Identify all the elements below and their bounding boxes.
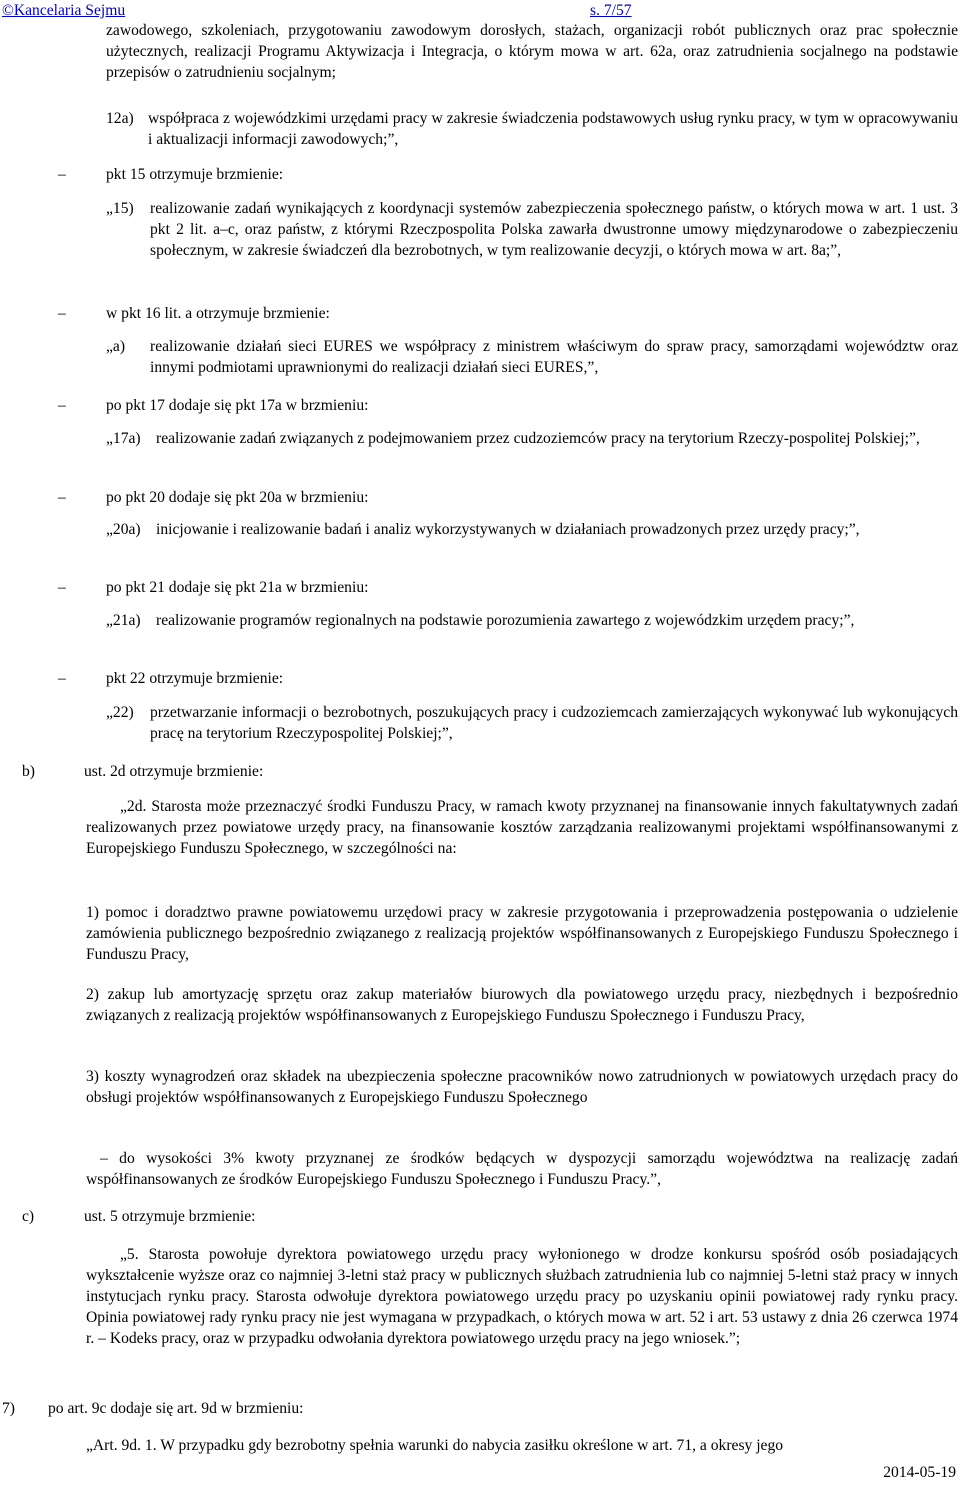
paragraph-5	[86, 1244, 958, 1349]
point-20a-label: „20a)	[106, 521, 141, 538]
article-9d	[86, 1435, 958, 1456]
dash-item-1-text: pkt 15 otrzymuje brzmienie:	[106, 166, 284, 183]
header-copyright[interactable]: ©Kancelaria Sejmu	[2, 2, 126, 19]
point-15-text: realizowanie zadań wynikających z koordynacji systemów zabezpieczenia społecznego państw, o których mowa w art. 1 ust. 3 pkt 2 lit. a–c, oraz państw, z którymi Rzeczpospolita Polska zawarła dwustronne umowy międzynarodowe o zabezpieczeniu społecznym, w zakresie świadczeń dla bezrobotnych, w tym realizowanie decyzji, o których mowa w art. 8a;”,	[150, 200, 958, 259]
dash-item-3-text: po pkt 17 dodaje się pkt 17a w brzmieniu:	[106, 397, 369, 414]
point-22-label: „22)	[106, 704, 134, 721]
point-12a-text: współpraca z wojewódzkimi urzędami pracy w zakresie świadczenia podstawowych usług rynku pracy, w tym w opracowywaniu i aktualizacji informacji zawodowych;”,	[148, 110, 958, 148]
document-page: ©Kancelaria Sejmu s. 7/57 zawodowego, szkoleniach, przygotowaniu zawodowym dorosłych, stażach, organizacji robót publicznych oraz prac społecznie użytecznych, realizacji Programu Aktywizacja i Integracja, o którym mowa w art. 62a, oraz zatrudnienia socjalnego na podstawie przepisów o zatrudnieniu socjalnym; 12a) współpraca z wojewódzkimi urzędami pracy w zakresie świadczenia podstawowych usług rynku pracy, w tym w opracowywaniu i aktualizacji informacji zawodowych;”, – pkt 15 otrzymuje brzmienie: „15) realizowanie zadań wynikających z koordynacji systemów zabezpieczenia społecznego państw, o których mowa w art. 1 ust. 3 pkt 2 lit. a–c, oraz państw, z którymi Rzeczpospolita Polska zawarła dwustronne umowy międzynarodowe o zabezpieczeniu społecznym, w zakresie świadczeń dla bezrobotnych, w tym realizowanie decyzji, o których mowa w art. 8a;”, – w pkt 16 lit. a otrzymuje brzmienie: „a) realizowanie działań sieci EURES we współpracy z ministrem właściwym do spraw pracy, samorządami województw oraz innymi podmiotami uprawnionymi do realizacji działań sieci EURES,”, – po pkt 17 dodaje się pkt 17a w brzmieniu: „17a) realizowanie zadań związanych z podejmowaniem przez cudzoziemców pracy na terytorium Rzeczy-pospolitej Polskiej;”, – po pkt 20 dodaje się pkt 20a w brzmieniu: „20a) inicjowanie i realizowanie badań i analiz wykorzystywanych w działaniach prowadzonych przez urzędy pracy;”, – po pkt 21 dodaje się pkt 21a w brzmieniu: „21a) realizowanie programów regionalnych na podstawie porozumienia zawartego z wojewódzkim urzędem pracy;”, – pkt 22 otrzymuje brzmienie: „22) przetwarzanie informacji o bezrobotnych, poszukujących pracy i cudzoziemcach zamierzających wykonywać lub wykonujących pracę na terytorium Rzeczypospolitej Polskiej;”, b) ust. 2d otrzymuje brzmienie: „2d. Starosta może przeznaczyć środki Funduszu Pracy, w ramach kwoty przyznanej na finansowanie innych fakultatywnych zadań realizowanych przez powiatowe urzędy pracy, na finansowanie kosztów zarządzania realizowanymi projektami współfinansowanymi z Europejskiego Funduszu Społecznego, w szczególności na: 1) pomoc i doradztwo prawne powiatowemu urzędowi pracy w zakresie przygotowania i przeprowadzenia postępowania o udzielenie zamówienia publicznego bezpośrednio związanego z realizacją projektów współfinansowanych z Europejskiego Funduszu Społecznego i Funduszu Pracy, 2) zakup lub amortyzację sprzętu oraz zakup materiałów biurowych dla powiatowego urzędu pracy, niezbędnych i bezpośrednio związanych z realizacją projektów współfinansowanych z Europejskiego Funduszu Społecznego i Funduszu Pracy, 3) koszty wynagrodzeń oraz składek na ubezpieczenia społeczne pracowników nowo zatrudnionych w powiatowych urzędach pracy do obsługi projektów współfinansowanych z Europejskiego Funduszu Społecznego – do wysokości 3% kwoty przyznanej ze środków będących w dyspozycji samorządu województwa na realizację zadań współfinansowanych ze środków Europejskiego Funduszu Społecznego i Funduszu Pracy.”, c) ust. 5 otrzymuje brzmienie: „5. Starosta powołuje dyrektora powiatowego urzędu pracy wyłonionego w drodze konkursu spośród osób posiadających wykształcenie wyższe oraz co najmniej 3-letni staż pracy w publicznych służbach zatrudnienia lub co najmniej 5-letni staż pracy w innych instytucjach rynku pracy. Starosta odwołuje dyrektora powiatowego urzędu pracy po uzyskaniu opinii powiatowej rady rynku pracy. Opinia powiatowej rady rynku pracy nie jest wymagana w przypadkach, o których mowa w art. 52 i art. 53 ustawy z dnia 26 czerwca 1974 r. – Kodeks pracy, oraz w przypadku odwołania dyrektora powiatowego urzędu pracy na jego wniosek.”; 7) po art. 9c dodaje się art. 9d w brzmieniu: „Art. 9d. 1. W przypadku gdy bezrobotny spełnia warunki do nabycia zasiłku określone w art. 71, a okresy jego 2014-05-19	[2, 2, 958, 1481]
point-a	[106, 336, 958, 378]
article-9d-text: „Art. 9d. 1. W przypadku gdy bezrobotny spełnia warunki do nabycia zasiłku określone w art. 71, a okresy jego	[86, 1437, 784, 1454]
continued-paragraph: zawodowego, szkoleniach, przygotowaniu zawodowym dorosłych, stażach, organizacji robót publicznych oraz prac społecznie użytecznych, realizacji Programu Aktywizacja i Integracja, o którym mowa w art. 62a, oraz zatrudnienia socjalnego na podstawie przepisów o zatrudnieniu socjalnym;	[106, 22, 958, 81]
point-12a	[106, 108, 958, 150]
point-7-text: po art. 9c dodaje się art. 9d w brzmieniu:	[48, 1400, 304, 1417]
point-21a	[106, 610, 958, 631]
point-7-label: 7)	[2, 1400, 15, 1417]
paragraph-2d-text: „2d. Starosta może przeznaczyć środki Funduszu Pracy, w ramach kwoty przyznanej na finansowanie innych fakultatywnych zadań realizowanych przez powiatowe urzędy pracy, na finansowanie kosztów zarządzania realizowanymi projektami współfinansowanymi z Europejskiego Funduszu Społecznego, w szczególności na:	[86, 798, 958, 857]
point-20a-text: inicjowanie i realizowanie badań i analiz wykorzystywanych w działaniach prowadzonych przez urzędy pracy;”,	[156, 521, 860, 538]
paragraph-5-text: „5. Starosta powołuje dyrektora powiatowego urzędu pracy wyłonionego w drodze konkursu spośród osób posiadających wykształcenie wyższe oraz co najmniej 3-letni staż pracy w publicznych służbach zatrudnienia lub co najmniej 5-letni staż pracy w innych instytucjach rynku pracy. Starosta odwołuje dyrektora powiatowego urzędu pracy po uzyskaniu opinii powiatowej rady rynku pracy. Opinia powiatowej rady rynku pracy nie jest wymagana w przypadkach, o których mowa w art. 52 i art. 53 ustawy z dnia 26 czerwca 1974 r. – Kodeks pracy, oraz w przypadku odwołania dyrektora powiatowego urzędu pracy na jego wniosek.”;	[86, 1246, 958, 1347]
letter-b-label: b)	[22, 763, 35, 780]
point-17a	[106, 428, 958, 449]
dash-item-2-text: w pkt 16 lit. a otrzymuje brzmienie:	[106, 305, 330, 322]
letter-c-label: c)	[22, 1208, 35, 1225]
dash-item-5-text: po pkt 21 dodaje się pkt 21a w brzmieniu:	[106, 579, 369, 596]
dash-item-6-text: pkt 22 otrzymuje brzmienie:	[106, 670, 284, 687]
point-21a-text: realizowanie programów regionalnych na podstawie porozumienia zawartego z wojewódzkim urzędem pracy;”,	[156, 612, 855, 629]
point-15-label: „15)	[106, 200, 134, 217]
point-22	[106, 702, 958, 744]
point-a-text: realizowanie działań sieci EURES we współpracy z ministrem właściwym do spraw pracy, samorządami województw oraz innymi podmiotami uprawnionymi do realizacji działań sieci EURES,”,	[150, 338, 958, 376]
paragraph-2d	[86, 796, 958, 859]
dash-item-4-text: po pkt 20 dodaje się pkt 20a w brzmieniu:	[106, 489, 369, 506]
point-22-text: przetwarzanie informacji o bezrobotnych, poszukujących pracy i cudzoziemcach zamierzających wykonywać lub wykonujących pracę na terytorium Rzeczypospolitej Polskiej;”,	[150, 704, 958, 742]
point-a-label: „a)	[106, 338, 126, 355]
item-1: 1) pomoc i doradztwo prawne powiatowemu urzędowi pracy w zakresie przygotowania i przeprowadzenia postępowania o udzielenie zamówienia publicznego bezpośrednio związanego z realizacją projektów współfinansowanych z Europejskiego Funduszu Społecznego i Funduszu Pracy,	[86, 904, 958, 963]
item-tail	[86, 1148, 958, 1190]
footer-date: 2014-05-19	[883, 1464, 956, 1481]
point-21a-label: „21a)	[106, 612, 141, 629]
point-15	[106, 198, 958, 261]
item-2: 2) zakup lub amortyzację sprzętu oraz zakup materiałów biurowych dla powiatowego urzędu pracy, niezbędnych i bezpośrednio związanych z realizacją projektów współfinansowanych z Europejskiego Funduszu Społecznego i Funduszu Pracy,	[86, 986, 958, 1024]
point-17a-text: realizowanie zadań związanych z podejmowaniem przez cudzoziemców pracy na terytorium Rzeczy-pospolitej Polskiej;”,	[156, 430, 920, 447]
item-tail-text: – do wysokości 3% kwoty przyznanej ze środków będących w dyspozycji samorządu województwa na realizację zadań współfinansowanych ze środków Europejskiego Funduszu Społecznego i Funduszu Pracy.”,	[86, 1150, 958, 1188]
item-3: 3) koszty wynagrodzeń oraz składek na ubezpieczenia społeczne pracowników nowo zatrudnionych w powiatowych urzędach pracy do obsługi projektów współfinansowanych z Europejskiego Funduszu Społecznego	[86, 1068, 958, 1106]
point-17a-label: „17a)	[106, 430, 141, 447]
header-page-number[interactable]: s. 7/57	[590, 2, 632, 19]
point-12a-label: 12a)	[106, 110, 134, 127]
letter-b-text: ust. 2d otrzymuje brzmienie:	[84, 763, 264, 780]
point-20a	[106, 519, 958, 540]
letter-c-text: ust. 5 otrzymuje brzmienie:	[84, 1208, 256, 1225]
